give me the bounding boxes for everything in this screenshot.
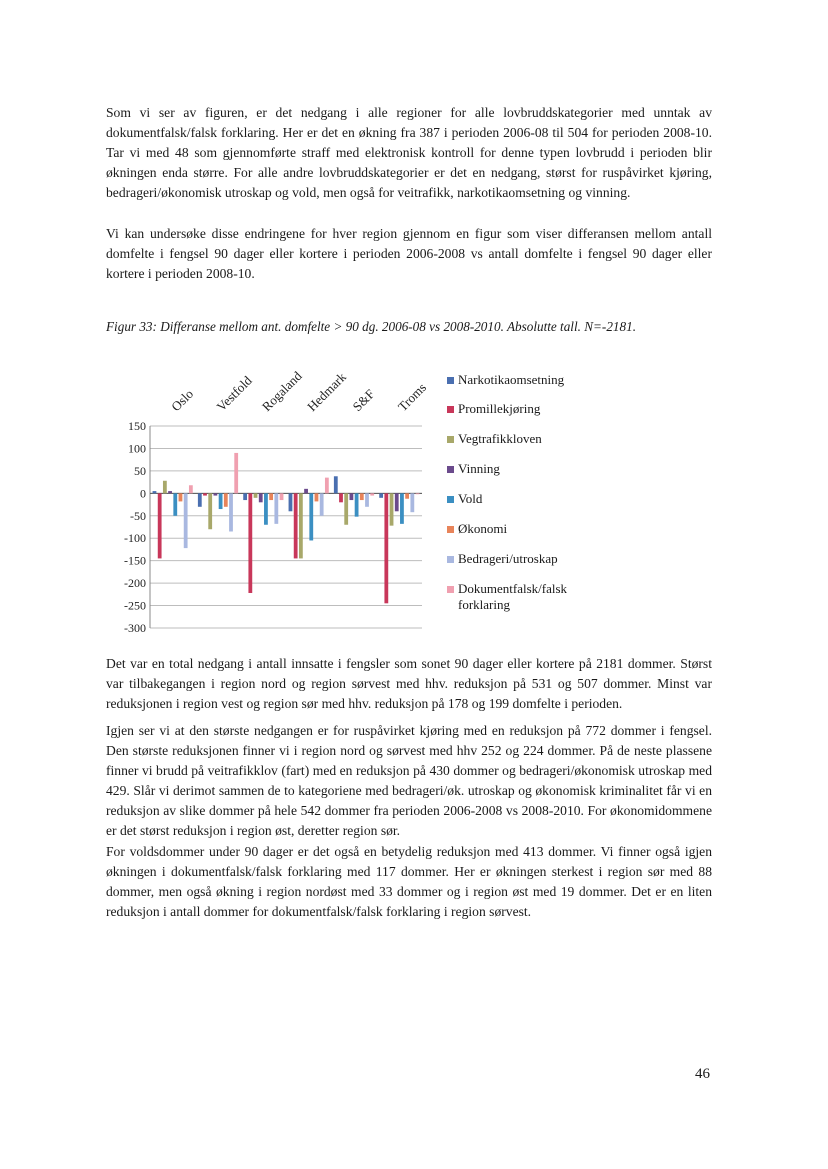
legend-label: Vinning [458,461,500,476]
y-tick-label: -100 [124,531,146,546]
legend-item [447,461,588,477]
legend-item [447,551,588,567]
bar [179,493,183,501]
bar [299,493,303,558]
bar [163,481,167,494]
legend-swatch [447,496,454,503]
paragraph-intro: Som vi ser av figuren, er det nedgang i alle regioner for alle lovbruddskategorier med unntak av dokumentfalsk/falsk forklaring. Her er det en økning fra 387 i perioden 2006-08 til 504 for perioden 2008-10. Tar vi med 48 som gjennomførte straff med elektronisk kontroll for denne typen lovbrudd i perioden blir økningen enda større. For alle andre lovbruddskategorier er det en nedgang, størst for ruspåvirket kjøring, bedrageri/økonomisk utroskap og vold, men også for veitrafikk, narkotikaomsetning og vinning. [106,105,712,200]
bar [365,493,369,506]
bar [274,493,278,524]
bar [355,493,359,516]
bar [350,493,354,500]
legend-item [447,491,588,507]
paragraph-rus: Igjen ser vi at den største nedgangen er for ruspåvirket kjøring med en reduksjon på 772 dommer i fengsel. Den største reduksjonen finner vi i region nord og sørvest med hhv 252 og 224 dommer. På de neste plassene finner vi brudd på veitrafikklov (fart) med en reduksjon på 430 dommer og bedrageri/økonomisk utroskap med 429. Slår vi derimot sammen de to kategoriene med bedrageri/øk. utroskap og økonomisk kriminalitet får vi en reduksjon av slike dommer på hele 542 dommer fra perioden 2006-2008 vs 2008-2010. For økonomidommene er det størst reduksjon i region øst, deretter region sør. [106,723,712,838]
bar [379,493,383,497]
bar [203,493,207,495]
bar [325,478,329,494]
bar [269,493,273,500]
legend-label: Dokumentfalsk/falsk forklaring [458,581,568,612]
y-tick-label: 100 [128,441,146,456]
bar [309,493,313,540]
bar [334,476,338,493]
legend-swatch [447,406,454,413]
legend-label: Narkotikaomsetning [458,372,565,387]
category-label: S&F [349,386,378,415]
bar [315,493,319,501]
bar [259,493,263,502]
y-tick-label: -200 [124,576,146,591]
y-tick-label: -250 [124,598,146,613]
bar [198,493,202,506]
legend-label: Vold [458,491,483,506]
bar [189,485,193,493]
legend-item [447,372,588,388]
bar [234,453,238,493]
bar [400,493,404,524]
legend-item [447,581,588,613]
y-tick-label: -50 [130,508,146,523]
bar [344,493,348,524]
legend-label: Promillekjøring [458,401,541,416]
category-label: Hedmark [304,369,349,415]
paragraph-method: Vi kan undersøke disse endringene for hver region gjennom en figur som viser differansen mellom antall domfelte i fengsel 90 dager eller kortere i perioden 2006-2008 vs antall domfelte i fengsel 90 dager eller kortere i perioden 2008-10. [106,226,712,281]
bar [339,493,343,502]
bar [384,493,388,603]
bar [360,493,364,500]
legend-item [447,401,588,417]
bar [214,493,218,495]
legend-swatch [447,436,454,443]
legend-label: Vegtrafikkloven [458,431,542,446]
legend-label: Økonomi [458,521,508,536]
y-tick-label: -300 [124,621,146,635]
bar [173,493,177,515]
bar [229,493,233,531]
bar [264,493,268,524]
bar [416,493,420,494]
y-tick-label: 150 [128,419,146,433]
legend-label: Bedrageri/utroskap [458,551,558,566]
bar [320,493,324,515]
bar [254,493,258,497]
bar [219,493,223,509]
bar [280,493,284,500]
legend-item [447,521,588,537]
bar [390,493,394,525]
bar [410,493,414,512]
bar [243,493,247,500]
bar [370,493,374,495]
bar [208,493,212,529]
bar [294,493,298,558]
bar [289,493,293,511]
bar [395,493,399,511]
y-tick-label: 0 [140,486,146,501]
bar-chart [100,358,440,643]
legend-swatch [447,556,454,563]
bar [224,493,228,506]
category-label: Rogaland [258,368,305,415]
bar [158,493,162,558]
legend-swatch [447,377,454,384]
legend-swatch [447,526,454,533]
page-number: 46 [695,1066,710,1082]
legend-swatch [447,466,454,473]
bar [184,493,188,548]
figure-caption: Figur 33: Differanse mellom ant. domfelte > 90 dg. 2006-08 vs 2008-2010. Absolutte tall. N=-2181. [106,319,636,334]
legend-item [447,431,588,447]
paragraph-vold: For voldsdommer under 90 dager er det også en betydelig reduksjon med 413 dommer. Vi finner også igjen økningen i dokumentfalsk/falsk forklaring med 117 dommer. Her er økningen sterkest i region sør med 88 dommer, men også økning i region nordøst med 33 dommer og i region øst med 19 dommer. Det er en liten reduksjon i antall dommer for dokumentfalsk/falsk forklaring i region sørvest. [106,844,712,919]
category-label: Oslo [168,386,197,415]
bar [168,491,172,493]
bar [304,489,308,493]
legend-swatch [447,586,454,593]
category-label: Troms [394,379,430,415]
y-tick-label: -150 [124,553,146,568]
category-label: Vestfold [213,372,255,415]
bar [405,493,409,498]
bar [153,491,157,493]
bar [248,493,252,593]
paragraph-total: Det var en total nedgang i antall innsatte i fengsler som sonet 90 dager eller kortere på 2181 dommer. Størst var tilbakegangen i region nord og region sørvest med hhv. reduksjon på 531 og 507 dommer. Minst var reduksjonen i region vest og region sør med hhv. reduksjon på 178 og 199 domfelte i perioden. [106,656,712,711]
y-tick-label: 50 [134,463,146,478]
